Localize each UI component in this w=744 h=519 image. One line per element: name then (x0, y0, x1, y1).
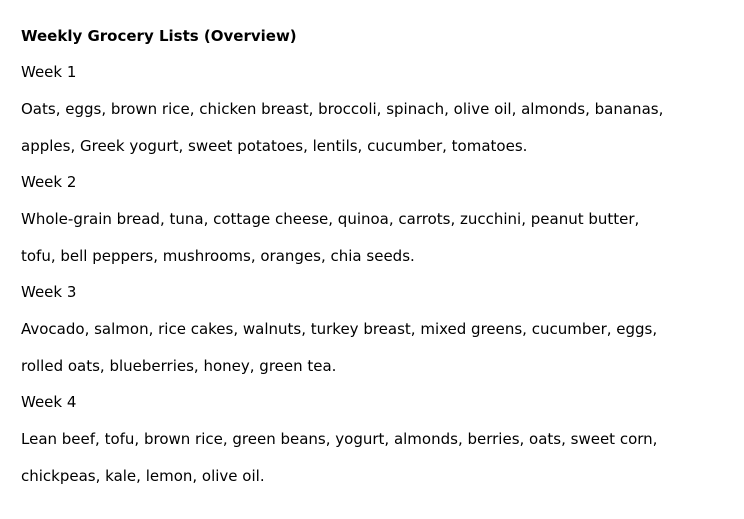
grocery-list-line: Lean beef, tofu, brown rice, green beans, yogurt, almonds, berries, oats, sweet corn, (21, 430, 658, 448)
week-section-1 (21, 62, 744, 156)
grocery-list-line: tofu, bell peppers, mushrooms, oranges, chia seeds. (21, 247, 415, 265)
grocery-list-line: apples, Greek yogurt, sweet potatoes, lentils, cucumber, tomatoes. (21, 137, 528, 155)
grocery-list-line: Avocado, salmon, rice cakes, walnuts, turkey breast, mixed greens, cucumber, eggs, (21, 320, 658, 338)
week-heading: Week 1 (21, 63, 77, 81)
week-heading: Week 3 (21, 283, 77, 301)
grocery-list-line: Oats, eggs, brown rice, chicken breast, broccoli, spinach, olive oil, almonds, bananas, (21, 100, 664, 118)
week-heading: Week 4 (21, 393, 77, 411)
week-section-3 (21, 282, 744, 376)
grocery-list-line: Whole-grain bread, tuna, cottage cheese, quinoa, carrots, zucchini, peanut butter, (21, 210, 640, 228)
week-heading: Week 2 (21, 173, 77, 191)
week-section-2 (21, 172, 744, 266)
grocery-list-line: chickpeas, kale, lemon, olive oil. (21, 467, 265, 485)
week-section-4 (21, 392, 744, 486)
document-title: Weekly Grocery Lists (Overview) (21, 27, 297, 45)
grocery-list-line: rolled oats, blueberries, honey, green tea. (21, 357, 337, 375)
